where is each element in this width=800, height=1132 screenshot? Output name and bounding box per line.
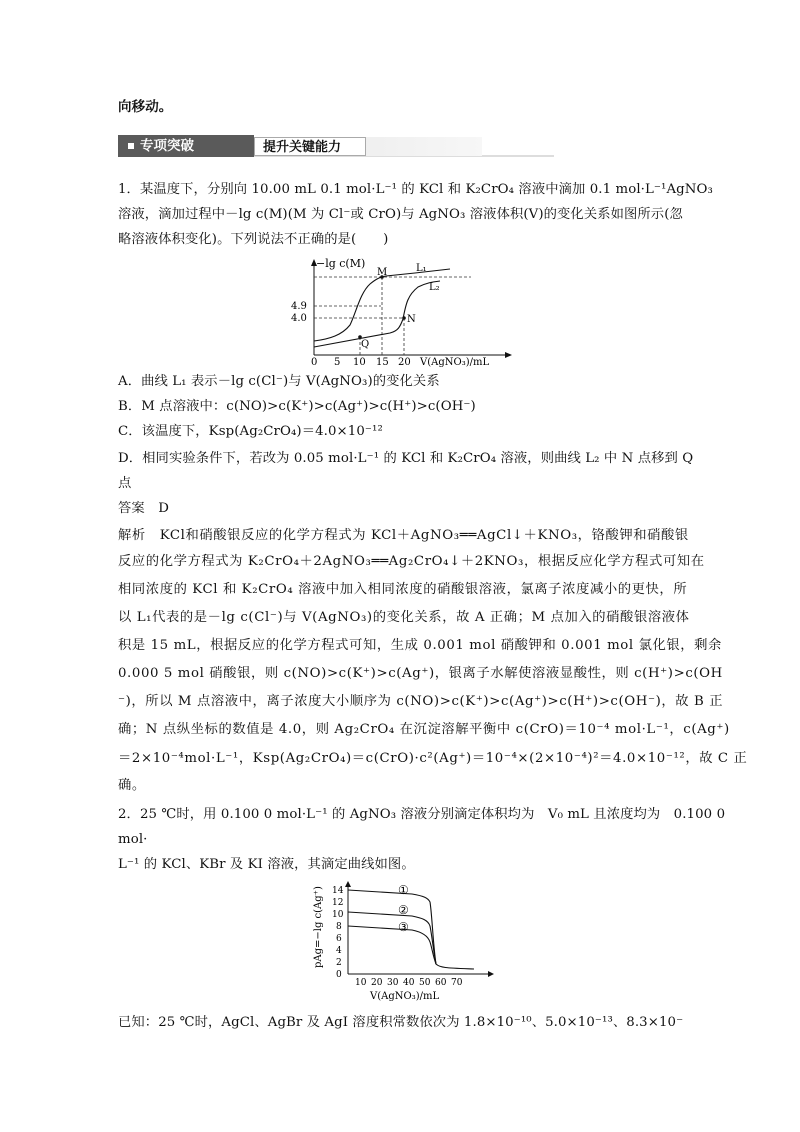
- q1-xtick-5: 5: [334, 357, 341, 367]
- q1-point-n: [402, 316, 406, 320]
- q2-ytick-8: 8: [336, 922, 342, 932]
- q2-ytick-0: 0: [336, 970, 342, 980]
- intro-line: 向移动。: [118, 99, 173, 115]
- square-icon: [128, 143, 134, 149]
- q2-label-1: ①: [398, 883, 409, 897]
- q1-explanation-6: 0.000 5 mol 硝酸银，则 c(NO)>c(K⁺)>c(Ag⁺)，银离子水解使溶液显酸性，则 c(H⁺)>c(OH: [118, 666, 723, 681]
- q2-ytick-14: 14: [332, 886, 344, 896]
- q1-explanation-8: 确；N 点纵坐标的数值是 4.0，则 Ag₂CrO₄ 在沉淀溶解平衡中 c(CrO)＝10⁻⁴ mol·L⁻¹，c(Ag⁺): [118, 722, 730, 737]
- q1-option-a: A．曲线 L₁ 表示－lg c(Cl⁻)与 V(AgNO₃)的变化关系: [118, 374, 440, 389]
- q1-line-1: 1．某温度下，分别向 10.00 mL 0.1 mol·L⁻¹ 的 KCl 和 K₂CrO₄ 溶液中滴加 0.1 mol·L⁻¹AgNO₃: [118, 182, 713, 197]
- q1-label-n: N: [407, 314, 416, 325]
- q2-x-arrow: [488, 971, 494, 977]
- q1-label-q: Q: [361, 339, 370, 350]
- banner-dark-label: 专项突破: [140, 138, 194, 154]
- q2-label-3: ③: [398, 920, 409, 934]
- q1-explanation-1: 解析 KCl和硝酸银反应的化学方程式为 KCl＋AgNO₃══AgCl↓＋KNO₃，铬酸钾和硝酸银: [118, 528, 689, 543]
- q2-xtick-70: 70: [451, 978, 463, 988]
- q2-chart: [312, 878, 498, 1004]
- q1-line-3: 略溶液体积变化)。下列说法不正确的是( ): [118, 232, 389, 247]
- q1-ytick-40: 4.0: [291, 313, 307, 324]
- q1-ylabel: −lg c(M): [316, 257, 366, 270]
- q1-xtick-20: 20: [398, 357, 411, 367]
- q1-chart: [290, 255, 520, 367]
- q2-xtick-20: 20: [371, 978, 383, 988]
- q1-line-2: 溶液，滴加过程中－lg c(M)(M 为 Cl⁻或 CrO)与 AgNO₃ 溶液体积(V)的变化关系如图所示(忽: [118, 207, 683, 222]
- q1-explanation-10: 确。: [118, 778, 146, 793]
- q1-option-b: B．M 点溶液中：c(NO)>c(K⁺)>c(Ag⁺)>c(H⁺)>c(OH⁻): [118, 399, 476, 414]
- q1-explanation-4: 以 L₁代表的是－lg c(Cl⁻)与 V(AgNO₃)的变化关系，故 A 正确；M 点加入的硝酸银溶液体: [118, 610, 690, 625]
- q2-ytick-6: 6: [336, 934, 342, 944]
- banner-dark: [118, 135, 254, 157]
- banner-light-label: 提升关键能力: [254, 137, 366, 156]
- q2-ytick-2: 2: [336, 958, 342, 968]
- q1-x-arrow: [505, 352, 512, 358]
- q2-xtick-60: 60: [435, 978, 447, 988]
- q1-explanation-7: ⁻)，所以 M 点溶液中，离子浓度大小顺序为 c(NO)>c(K⁺)>c(Ag⁺)>c(H⁺)>c(OH⁻)，故 B 正: [118, 694, 724, 709]
- q1-xtick-15: 15: [376, 357, 389, 367]
- q1-answer: 答案 D: [118, 501, 169, 516]
- q1-ytick-49: 4.9: [291, 301, 307, 312]
- q2-line-3: L⁻¹ 的 KCl、KBr 及 KI 溶液，其滴定曲线如图。: [118, 857, 415, 872]
- q1-xtick-10: 10: [353, 357, 366, 367]
- q2-label-2: ②: [398, 903, 409, 917]
- q1-explanation-2: 反应的化学方程式为 K₂CrO₄＋2AgNO₃══Ag₂CrO₄↓＋2KNO₃，根据反应化学方程式可知在: [118, 554, 705, 569]
- q1-option-d-cont: 点: [118, 476, 132, 491]
- q2-line-1: 2．25 ℃时，用 0.100 0 mol·L⁻¹ 的 AgNO₃ 溶液分别滴定体积均为 V₀ mL 且浓度均为 0.100 0: [118, 807, 726, 822]
- q2-ylabel: pAg=−lg c(Ag⁺): [313, 886, 324, 968]
- q2-ytick-12: 12: [332, 898, 344, 908]
- q2-xtick-30: 30: [387, 978, 399, 988]
- q1-explanation-3: 相同浓度的 KCl 和 K₂CrO₄ 溶液中加入相同浓度的硝酸银溶液，氯离子浓度减小的更快，所: [118, 582, 688, 597]
- q2-curve-2: [348, 912, 436, 964]
- q1-label-m: M: [377, 267, 388, 278]
- q2-y-arrow: [345, 881, 351, 887]
- section-banner: [118, 135, 436, 157]
- q1-option-c: C．该温度下，Ksp(Ag₂CrO₄)＝4.0×10⁻¹²: [118, 424, 383, 439]
- q2-xtick-10: 10: [355, 978, 367, 988]
- q1-label-l2: L₂: [429, 282, 440, 293]
- q2-xtick-50: 50: [419, 978, 431, 988]
- q2-line-2: mol·: [118, 832, 148, 847]
- q2-known: 已知：25 ℃时，AgCl、AgBr 及 AgI 溶度积常数依次为 1.8×10⁻¹⁰、5.0×10⁻¹³、8.3×10⁻: [118, 1015, 684, 1030]
- q2-ytick-4: 4: [336, 946, 342, 956]
- q2-xtick-40: 40: [403, 978, 415, 988]
- q1-xlabel: V(AgNO₃)/mL: [420, 357, 490, 367]
- q2-ytick-10: 10: [332, 910, 344, 920]
- q1-xtick-0: 0: [311, 357, 318, 367]
- q1-label-l1: L₁: [416, 263, 427, 274]
- banner-light: [254, 137, 482, 156]
- q1-explanation-9: ＝2×10⁻⁴mol·L⁻¹，Ksp(Ag₂CrO₄)＝c(CrO)·c²(Ag⁺)＝10⁻⁴×(2×10⁻⁴)²＝4.0×10⁻¹²，故 C 正: [118, 751, 748, 766]
- q1-option-d: D．相同实验条件下，若改为 0.05 mol·L⁻¹ 的 KCl 和 K₂CrO₄ 溶液，则曲线 L₂ 中 N 点移到 Q: [118, 451, 694, 466]
- q2-xlabel: V(AgNO₃)/mL: [370, 991, 440, 1002]
- q2-curve-3: [348, 926, 436, 964]
- q1-explanation-5: 积是 15 mL，根据反应的化学方程式可知，生成 0.001 mol 硝酸钾和 0.001 mol 氯化银，剩余: [118, 638, 722, 653]
